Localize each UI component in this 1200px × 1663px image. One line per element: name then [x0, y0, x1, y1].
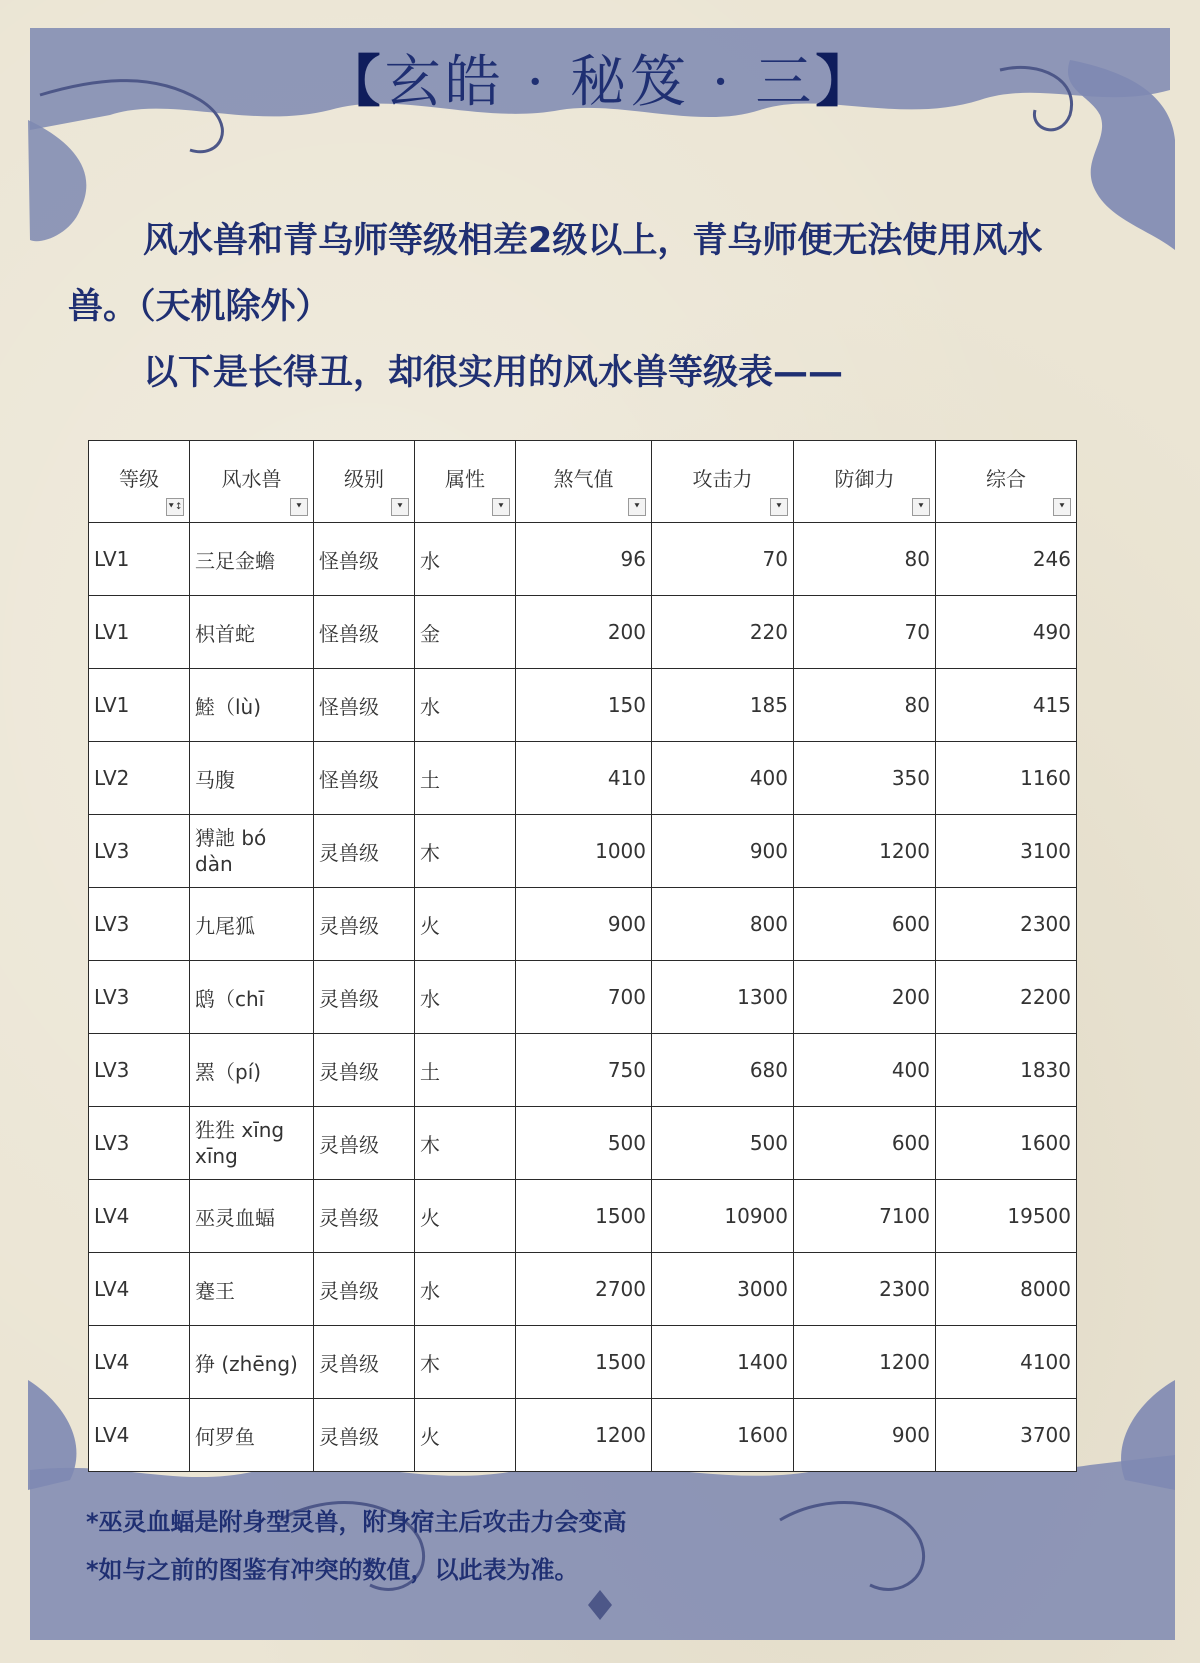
header-total: 综合 ⯆ [936, 441, 1077, 523]
cell-attack: 500 [652, 1107, 794, 1180]
cell-beast: 猼訑 bó dàn [190, 815, 314, 888]
page-title [0, 38, 1200, 118]
cell-attack: 1300 [652, 961, 794, 1034]
header-attack: 攻击力 ⯆ [652, 441, 794, 523]
cell-defense: 900 [794, 1399, 936, 1472]
cell-level: LV3 [89, 815, 190, 888]
cell-element: 火 [415, 1399, 516, 1472]
cell-element: 水 [415, 523, 516, 596]
cell-attack: 680 [652, 1034, 794, 1107]
cell-rank: 灵兽级 [314, 1399, 415, 1472]
cell-attack: 185 [652, 669, 794, 742]
table-row [89, 815, 1077, 888]
title-left-bracket: 【 [324, 49, 385, 115]
filter-dropdown-icon[interactable]: ⯆ [628, 498, 646, 516]
cell-attack: 1600 [652, 1399, 794, 1472]
cell-total: 415 [936, 669, 1077, 742]
cell-total: 2200 [936, 961, 1077, 1034]
cell-defense: 600 [794, 1107, 936, 1180]
cell-sha-qi: 150 [516, 669, 652, 742]
cell-total: 490 [936, 596, 1077, 669]
header-level: 等级 ⯆↕ [89, 441, 190, 523]
cell-level: LV3 [89, 961, 190, 1034]
cell-rank: 灵兽级 [314, 1253, 415, 1326]
filter-dropdown-icon[interactable]: ⯆ [1053, 498, 1071, 516]
table-header-row [89, 441, 1077, 523]
cell-sha-qi: 700 [516, 961, 652, 1034]
beast-level-table [88, 440, 1077, 1472]
cell-element: 木 [415, 1107, 516, 1180]
filter-dropdown-icon[interactable]: ⯆ [912, 498, 930, 516]
cell-sha-qi: 1500 [516, 1180, 652, 1253]
header-rank: 级别 ⯆ [314, 441, 415, 523]
table-row [89, 1399, 1077, 1472]
cell-beast: 罴（pí) [190, 1034, 314, 1107]
cell-defense: 200 [794, 961, 936, 1034]
cell-total: 1600 [936, 1107, 1077, 1180]
filter-dropdown-icon[interactable]: ⯆ [391, 498, 409, 516]
cell-defense: 1200 [794, 815, 936, 888]
cell-sha-qi: 410 [516, 742, 652, 815]
table-row [89, 1107, 1077, 1180]
cell-total: 3100 [936, 815, 1077, 888]
cell-total: 2300 [936, 888, 1077, 961]
cell-attack: 900 [652, 815, 794, 888]
cell-level: LV4 [89, 1326, 190, 1399]
cell-attack: 70 [652, 523, 794, 596]
cell-defense: 600 [794, 888, 936, 961]
cell-sha-qi: 1200 [516, 1399, 652, 1472]
cell-beast: 蹇王 [190, 1253, 314, 1326]
table-row [89, 523, 1077, 596]
filter-dropdown-icon[interactable]: ⯆↕ [166, 498, 184, 516]
cell-level: LV2 [89, 742, 190, 815]
cell-level: LV4 [89, 1399, 190, 1472]
table-row [89, 742, 1077, 815]
table-row [89, 1253, 1077, 1326]
cell-defense: 70 [794, 596, 936, 669]
cell-element: 水 [415, 1253, 516, 1326]
cell-rank: 怪兽级 [314, 596, 415, 669]
cell-total: 246 [936, 523, 1077, 596]
table-row [89, 1326, 1077, 1399]
cell-sha-qi: 200 [516, 596, 652, 669]
table-row [89, 961, 1077, 1034]
cell-total: 8000 [936, 1253, 1077, 1326]
cell-beast: 枳首蛇 [190, 596, 314, 669]
cell-sha-qi: 500 [516, 1107, 652, 1180]
cell-level: LV3 [89, 1107, 190, 1180]
cell-level: LV4 [89, 1253, 190, 1326]
cell-attack: 220 [652, 596, 794, 669]
table-row [89, 888, 1077, 961]
cell-attack: 3000 [652, 1253, 794, 1326]
filter-dropdown-icon[interactable]: ⯆ [770, 498, 788, 516]
cell-attack: 800 [652, 888, 794, 961]
cell-rank: 灵兽级 [314, 1180, 415, 1253]
table-row [89, 669, 1077, 742]
cell-rank: 怪兽级 [314, 523, 415, 596]
filter-dropdown-icon[interactable]: ⯆ [290, 498, 308, 516]
cell-element: 火 [415, 1180, 516, 1253]
cell-rank: 灵兽级 [314, 961, 415, 1034]
table-row [89, 1034, 1077, 1107]
cell-rank: 灵兽级 [314, 1034, 415, 1107]
header-defense: 防御力 ⯆ [794, 441, 936, 523]
cell-element: 金 [415, 596, 516, 669]
bottom-right-ornament [1121, 1380, 1175, 1490]
cell-beast: 九尾狐 [190, 888, 314, 961]
cell-defense: 7100 [794, 1180, 936, 1253]
cell-rank: 灵兽级 [314, 1326, 415, 1399]
cell-element: 火 [415, 888, 516, 961]
footnote-1: *巫灵血蝠是附身型灵兽，附身宿主后攻击力会变高 [86, 1508, 627, 1536]
cell-element: 水 [415, 669, 516, 742]
cell-level: LV1 [89, 523, 190, 596]
footnote-2: *如与之前的图鉴有冲突的数值，以此表为准。 [86, 1556, 579, 1584]
title-text: 玄皓 · 秘笈 · 三 [384, 50, 816, 115]
cell-beast: 狰 (zhēng) [190, 1326, 314, 1399]
intro-paragraph-2: 以下是长得丑，却很实用的风水兽等级表—— [143, 353, 844, 393]
cell-element: 木 [415, 815, 516, 888]
cell-sha-qi: 1500 [516, 1326, 652, 1399]
cell-total: 1830 [936, 1034, 1077, 1107]
cell-sha-qi: 900 [516, 888, 652, 961]
title-right-bracket: 】 [815, 49, 876, 115]
footnotes [86, 1498, 627, 1594]
intro-paragraph-1: 风水兽和青乌师等级相差2级以上，青乌师便无法使用风水兽。（天机除外） [68, 221, 1043, 327]
cell-defense: 350 [794, 742, 936, 815]
cell-beast: 鸱（chī [190, 961, 314, 1034]
table-row [89, 596, 1077, 669]
cell-attack: 1400 [652, 1326, 794, 1399]
cell-attack: 400 [652, 742, 794, 815]
cell-attack: 10900 [652, 1180, 794, 1253]
cell-level: LV1 [89, 669, 190, 742]
cell-level: LV3 [89, 888, 190, 961]
cell-element: 土 [415, 742, 516, 815]
header-beast: 风水兽 ⯆ [190, 441, 314, 523]
cell-rank: 灵兽级 [314, 888, 415, 961]
cell-total: 3700 [936, 1399, 1077, 1472]
cell-rank: 灵兽级 [314, 1107, 415, 1180]
cell-defense: 400 [794, 1034, 936, 1107]
cell-sha-qi: 750 [516, 1034, 652, 1107]
cell-level: LV3 [89, 1034, 190, 1107]
cell-total: 1160 [936, 742, 1077, 815]
cell-element: 土 [415, 1034, 516, 1107]
cell-defense: 1200 [794, 1326, 936, 1399]
cell-beast: 鯥（lù) [190, 669, 314, 742]
cell-defense: 80 [794, 669, 936, 742]
header-sha-qi: 煞气值 ⯆ [516, 441, 652, 523]
cell-rank: 怪兽级 [314, 742, 415, 815]
cell-element: 木 [415, 1326, 516, 1399]
cell-level: LV1 [89, 596, 190, 669]
cell-beast: 三足金蟾 [190, 523, 314, 596]
cell-element: 水 [415, 961, 516, 1034]
cell-total: 19500 [936, 1180, 1077, 1253]
cell-defense: 80 [794, 523, 936, 596]
cell-beast: 巫灵血蝠 [190, 1180, 314, 1253]
cell-total: 4100 [936, 1326, 1077, 1399]
cell-sha-qi: 96 [516, 523, 652, 596]
cell-level: LV4 [89, 1180, 190, 1253]
cell-defense: 2300 [794, 1253, 936, 1326]
header-element: 属性 ⯆ [415, 441, 516, 523]
table-row [89, 1180, 1077, 1253]
cell-sha-qi: 1000 [516, 815, 652, 888]
bottom-left-ornament [28, 1380, 76, 1490]
cell-beast: 何罗鱼 [190, 1399, 314, 1472]
cell-beast: 马腹 [190, 742, 314, 815]
cell-rank: 怪兽级 [314, 669, 415, 742]
filter-dropdown-icon[interactable]: ⯆ [492, 498, 510, 516]
cell-rank: 灵兽级 [314, 815, 415, 888]
cell-sha-qi: 2700 [516, 1253, 652, 1326]
cell-beast: 狌狌 xīng xīng [190, 1107, 314, 1180]
